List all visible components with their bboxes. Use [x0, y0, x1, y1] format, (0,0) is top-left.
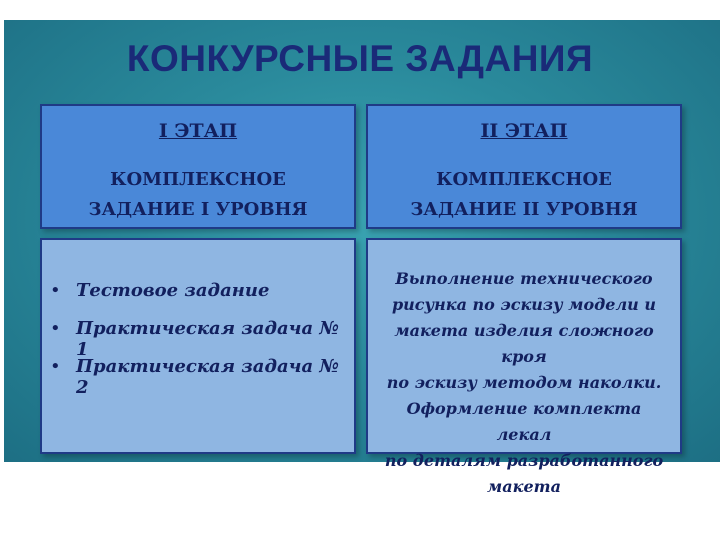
stage2-task-line: ЗАДАНИЕ II УРОВНЯ: [410, 199, 638, 220]
description-line: макета: [487, 477, 561, 496]
bullet-icon: •: [50, 280, 61, 301]
description-line: макета изделия сложного кроя: [394, 321, 654, 366]
stage2-label: II ЭТАП: [480, 120, 568, 142]
stage1-task-line: КОМПЛЕКСНОЕ: [110, 169, 286, 190]
list-item-text: Практическая задача № 1: [76, 318, 339, 360]
list-item: [50, 356, 350, 398]
description-line: рисунка по эскизу модели и: [391, 295, 657, 314]
slide-title: КОНКУРСНЫЕ ЗАДАНИЯ: [126, 38, 594, 79]
list-item-text: Практическая задача № 2: [76, 356, 339, 398]
stage2-header-box: [366, 104, 682, 229]
bullet-icon: •: [50, 318, 61, 339]
list-item: [50, 280, 350, 318]
stage1-label: I ЭТАП: [158, 120, 238, 142]
description-line: Оформление комплекта лекал: [406, 399, 642, 444]
stage2-task-title: [368, 165, 680, 225]
list-item: [50, 318, 350, 360]
description-line: по деталям разработанного: [384, 451, 664, 470]
stage2-task-line: КОМПЛЕКСНОЕ: [436, 169, 612, 190]
description-line: Выполнение технического: [395, 269, 653, 288]
stage1-item-list: [50, 280, 350, 398]
stage1-header-box: [40, 104, 356, 229]
stage1-task-line: ЗАДАНИЕ I УРОВНЯ: [88, 199, 308, 220]
stage2-content-box: [366, 238, 682, 496]
list-item-text: Тестовое задание: [76, 280, 270, 301]
stage1-task-title: [42, 165, 354, 225]
bullet-icon: •: [50, 356, 61, 377]
description-line: по эскизу методом наколки.: [386, 373, 662, 392]
stage2-description: [378, 266, 670, 500]
stage1-content-box: [40, 238, 356, 454]
